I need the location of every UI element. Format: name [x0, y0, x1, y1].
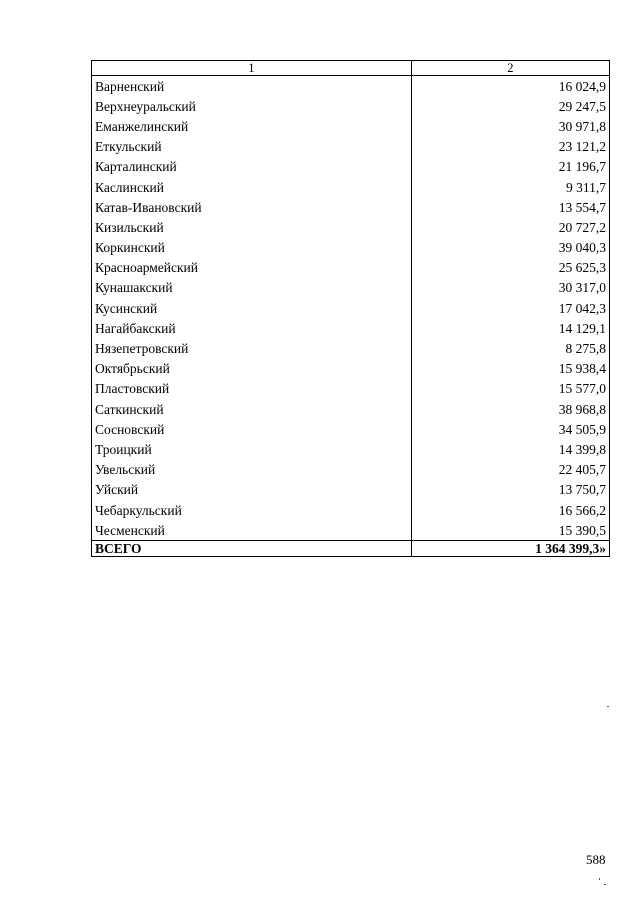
district-name: Нязепетровский: [92, 338, 412, 358]
district-name: Катав-Ивановский: [92, 197, 412, 217]
district-value: 9 311,7: [411, 177, 609, 197]
district-name: Уйский: [92, 480, 412, 500]
total-value: 1 364 399,3»: [411, 541, 609, 557]
table-row: [92, 298, 610, 318]
district-value: 16 024,9: [411, 76, 609, 97]
district-value: 8 275,8: [411, 338, 609, 358]
table-row: [92, 76, 610, 97]
district-name: Кизильский: [92, 217, 412, 237]
table-row: [92, 258, 610, 278]
table-row: [92, 197, 610, 217]
district-value: 16 566,2: [411, 500, 609, 520]
table-row: [92, 278, 610, 298]
budget-table: [91, 60, 610, 557]
district-value: 38 968,8: [411, 399, 609, 419]
district-name: Карталинский: [92, 157, 412, 177]
table-row: [92, 96, 610, 116]
table-row: [92, 137, 610, 157]
district-name: Чебаркульский: [92, 500, 412, 520]
district-name: Еманжелинский: [92, 116, 412, 136]
district-value: 15 577,0: [411, 379, 609, 399]
table-row: [92, 177, 610, 197]
table-row: [92, 480, 610, 500]
district-name: Троицкий: [92, 439, 412, 459]
district-name: Красноармейский: [92, 258, 412, 278]
district-value: 22 405,7: [411, 460, 609, 480]
district-value: 34 505,9: [411, 419, 609, 439]
district-name: Кусинский: [92, 298, 412, 318]
table-row: [92, 439, 610, 459]
district-name: Пластовский: [92, 379, 412, 399]
district-name: Кунашакский: [92, 278, 412, 298]
table-row: [92, 460, 610, 480]
column-header-1: 1: [92, 61, 412, 76]
table-row: [92, 419, 610, 439]
district-name: Увельский: [92, 460, 412, 480]
table-row: [92, 157, 610, 177]
scan-speck: [599, 878, 600, 880]
page-number: 588: [586, 852, 606, 867]
district-value: 20 727,2: [411, 217, 609, 237]
district-name: Коркинский: [92, 238, 412, 258]
table-row: [92, 116, 610, 136]
district-value: 14 399,8: [411, 439, 609, 459]
district-value: 15 390,5: [411, 520, 609, 541]
district-value: 23 121,2: [411, 137, 609, 157]
total-label: ВСЕГО: [92, 541, 412, 557]
district-name: Нагайбакский: [92, 318, 412, 338]
district-name: Сосновский: [92, 419, 412, 439]
table-row: [92, 318, 610, 338]
table-row: [92, 399, 610, 419]
table-row: [92, 238, 610, 258]
column-header-2: 2: [411, 61, 609, 76]
table-row: [92, 359, 610, 379]
scan-speck: [604, 884, 606, 885]
district-name: Октябрьский: [92, 359, 412, 379]
total-row: [92, 541, 610, 557]
district-name: Варненский: [92, 76, 412, 97]
district-name: Верхнеуральский: [92, 96, 412, 116]
table-header-row: [92, 61, 610, 76]
district-value: 29 247,5: [411, 96, 609, 116]
table-row: [92, 520, 610, 541]
district-value: 14 129,1: [411, 318, 609, 338]
district-value: 25 625,3: [411, 258, 609, 278]
district-name: Чесменский: [92, 520, 412, 541]
district-value: 30 971,8: [411, 116, 609, 136]
district-name: Еткульский: [92, 137, 412, 157]
district-name: Каслинский: [92, 177, 412, 197]
district-value: 13 750,7: [411, 480, 609, 500]
scan-speck: [607, 706, 609, 707]
district-value: 30 317,0: [411, 278, 609, 298]
district-value: 21 196,7: [411, 157, 609, 177]
district-name: Саткинский: [92, 399, 412, 419]
table-row: [92, 379, 610, 399]
table-row: [92, 217, 610, 237]
district-value: 13 554,7: [411, 197, 609, 217]
district-value: 39 040,3: [411, 238, 609, 258]
table-row: [92, 500, 610, 520]
district-value: 17 042,3: [411, 298, 609, 318]
district-value: 15 938,4: [411, 359, 609, 379]
table-row: [92, 338, 610, 358]
